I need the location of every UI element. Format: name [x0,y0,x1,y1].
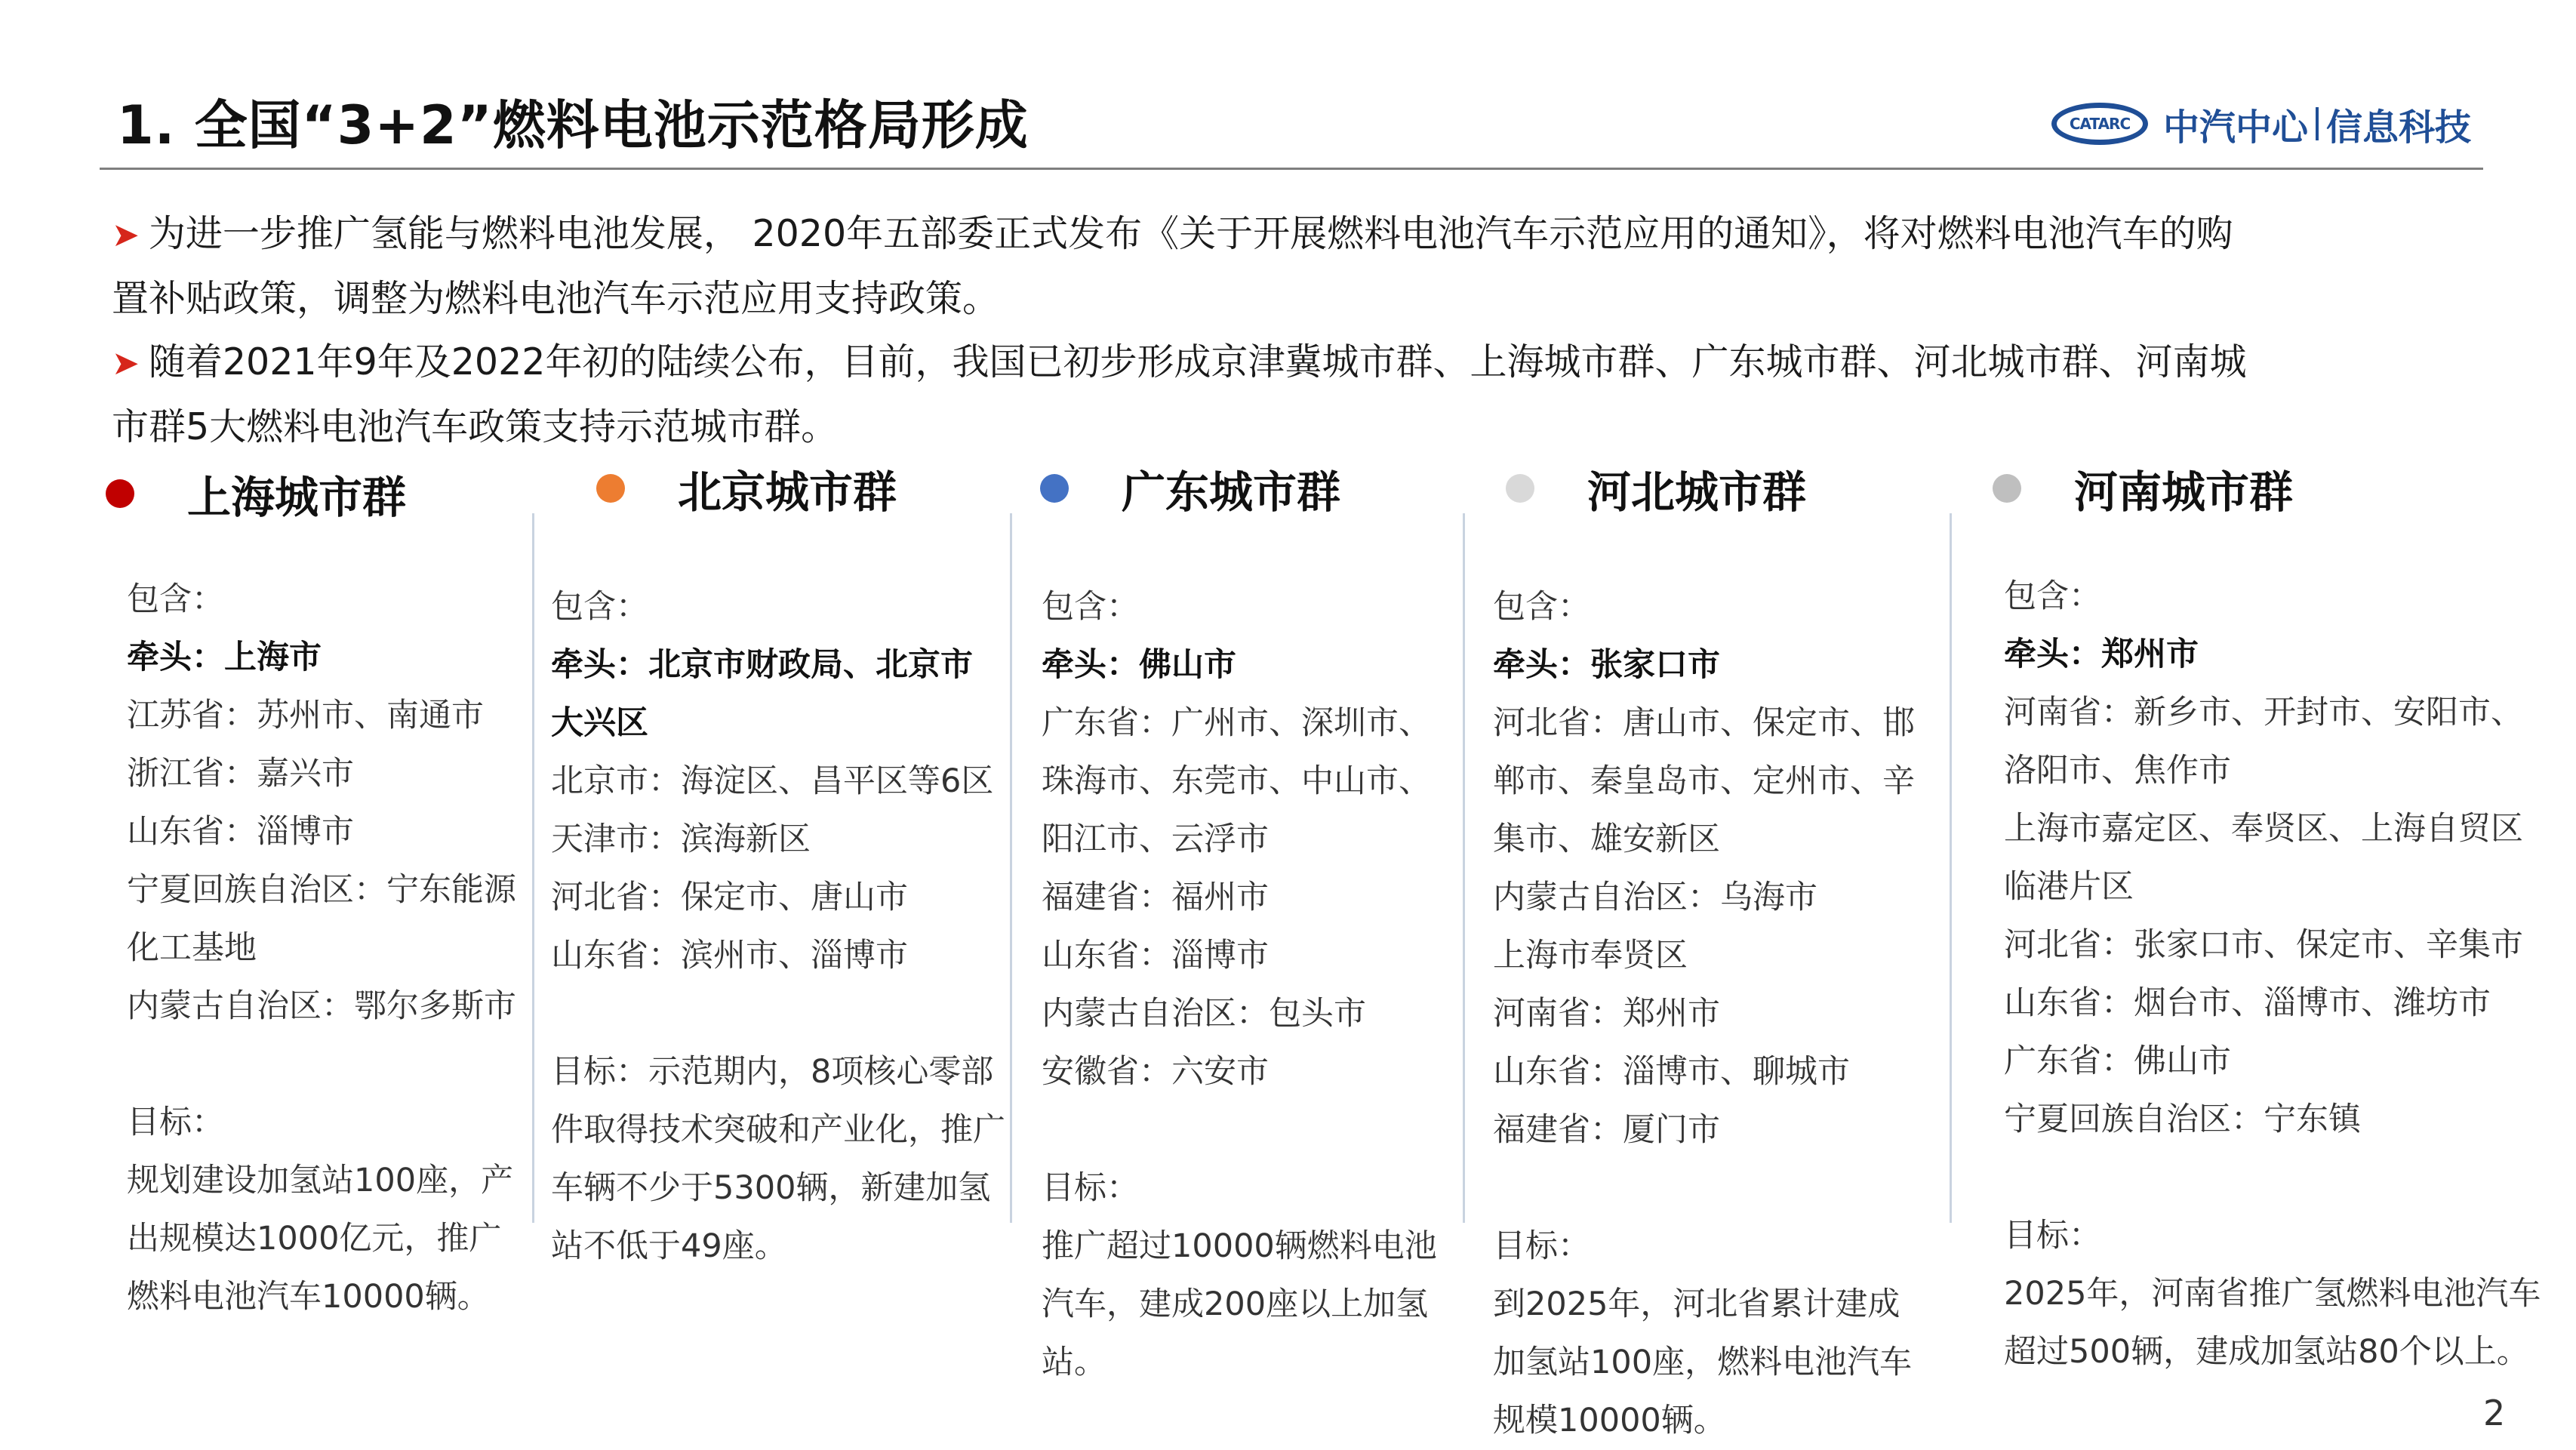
cluster-body-shanghai [127,571,516,1326]
cluster-line: 目标： [1042,1169,1139,1207]
cluster-line: 推广超过10000辆燃料电池 [1042,1227,1437,1265]
cluster-line: 超过500辆，建成加氢站80个以上。 [2004,1333,2529,1371]
cluster-dot-icon [106,479,134,508]
cluster-body-hebei [1493,578,1915,1450]
cluster-dot-icon [1993,474,2021,503]
cluster-line: 规划建设加氢站100座，产 [127,1162,514,1199]
cluster-body-beijing [551,578,1005,1276]
cluster-header-shanghai [106,462,406,525]
cluster-line: 宁夏回族自治区：宁东能源 [127,871,516,909]
intro-line: 市群5大燃料电池汽车政策支持示范城市群。 [112,405,839,448]
cluster-dot-icon [1040,474,1069,503]
column-divider [1463,513,1465,1223]
cluster-line: 包含： [2004,577,2101,615]
cluster-line: 牵头：佛山市 [1042,646,1236,684]
cluster-line: 2025年，河南省推广氢燃料电池汽车 [2004,1275,2541,1313]
cluster-line: 河北省：唐山市、保定市、邯 [1493,704,1915,742]
cluster-line: 阳江市、云浮市 [1042,820,1269,858]
page-title: 1. 全国“3+2”燃料电池示范格局形成 [117,94,1029,156]
cluster-line: 山东省：淄博市 [1042,937,1269,974]
cluster-body-guangdong [1042,578,1437,1392]
cluster-line: 河北省：张家口市、保定市、辛集市 [2004,926,2523,964]
cluster-line: 汽车，建成200座以上加氢 [1042,1285,1429,1323]
spacer [1042,1101,1437,1159]
cluster-line: 山东省：淄博市、聊城市 [1493,1053,1850,1091]
cluster-line: 牵头：上海市 [127,639,322,676]
cluster-line: 洛阳市、焦作市 [2004,752,2231,790]
spacer [2004,1149,2541,1207]
cluster-line: 上海市嘉定区、奉贤区、上海自贸区 [2004,810,2523,848]
cluster-line: 牵头：张家口市 [1493,646,1720,684]
intro-paragraph [112,202,2459,267]
cluster-line: 目标：示范期内，8项核心零部 [551,1053,994,1091]
cluster-title: 河南城市群 [2074,466,2294,518]
cluster-line: 到2025年，河北省累计建成 [1493,1285,1900,1323]
cluster-line: 内蒙古自治区：鄂尔多斯市 [127,987,516,1025]
catarc-logo-icon: CATARC [2051,103,2148,145]
cluster-line: 车辆不少于5300辆，新建加氢 [551,1169,991,1207]
company-logo [2051,97,2471,151]
intro-line: 置补贴政策，调整为燃料电池汽车示范应用支持政策。 [112,277,1000,320]
cluster-line: 包含： [1493,588,1590,626]
cluster-line: 站不低于49座。 [551,1227,787,1265]
cluster-line: 宁夏回族自治区：宁东镇 [2004,1101,2361,1138]
cluster-line: 河北省：保定市、唐山市 [551,879,908,916]
cluster-line: 集市、雄安新区 [1493,820,1720,858]
cluster-line: 郸市、秦皇岛市、定州市、辛 [1493,762,1915,800]
cluster-line: 安徽省：六安市 [1042,1053,1269,1091]
cluster-line: 包含： [127,580,224,618]
column-divider [1010,513,1012,1223]
cluster-header-beijing [596,457,897,520]
cluster-line: 规模10000辆。 [1493,1402,1726,1439]
cluster-line: 包含： [1042,588,1139,626]
cluster-line: 内蒙古自治区：乌海市 [1493,879,1817,916]
cluster-line: 福建省：福州市 [1042,879,1269,916]
cluster-line: 福建省：厦门市 [1493,1111,1720,1149]
cluster-line: 牵头：郑州市 [2004,636,2199,673]
cluster-line: 目标： [1493,1227,1590,1265]
cluster-line: 包含： [551,588,648,626]
cluster-line: 山东省：烟台市、淄博市、潍坊市 [2004,984,2491,1022]
cluster-line: 广东省：佛山市 [2004,1042,2231,1080]
page-number: 2 [2483,1393,2506,1433]
logo-text-right: 信息科技 [2326,106,2472,149]
intro-line: 为进一步推广氢能与燃料电池发展， 2020年五部委正式发布《关于开展燃料电池汽车示范应用的通知》，将对燃料电池汽车的购 [148,212,2233,255]
cluster-line: 山东省：滨州市、淄博市 [551,937,908,974]
logo-text-left: 中汽中心 [2163,106,2309,149]
column-divider [532,513,534,1223]
cluster-line: 江苏省：苏州市、南通市 [127,697,484,734]
cluster-title: 上海城市群 [187,472,407,523]
spacer [1493,1159,1915,1218]
intro-text [112,202,2459,459]
cluster-line: 目标： [127,1104,224,1141]
cluster-line: 牵头：北京市财政局、北京市 [551,646,973,684]
cluster-line: 珠海市、东莞市、中山市、 [1042,762,1431,800]
cluster-line: 燃料电池汽车10000辆。 [127,1278,490,1316]
cluster-line: 浙江省：嘉兴市 [127,755,354,793]
cluster-line: 河南省：郑州市 [1493,995,1720,1033]
cluster-line: 天津市：滨海新区 [551,820,811,858]
spacer [551,985,1005,1043]
cluster-line: 山东省：淄博市 [127,813,354,851]
cluster-line: 河南省：新乡市、开封市、安阳市、 [2004,694,2523,731]
cluster-line: 广东省：广州市、深圳市、 [1042,704,1431,742]
cluster-title: 广东城市群 [1122,466,1341,518]
title-divider [100,168,2483,170]
cluster-line: 站。 [1042,1344,1106,1381]
cluster-dot-icon [596,474,625,503]
logo-separator [2316,107,2319,140]
spacer [127,1036,516,1094]
cluster-header-henan [1993,457,2293,520]
intro-line: 随着2021年9年及2022年初的陆续公布，目前，我国已初步形成京津冀城市群、上海城市群、广东城市群、河北城市群、河南城 [148,340,2247,383]
cluster-dot-icon [1506,474,1534,503]
cluster-header-hebei [1506,457,1806,520]
cluster-line: 加氢站100座，燃料电池汽车 [1493,1344,1913,1381]
column-divider [1950,513,1952,1223]
arrow-right-icon: ➤ [112,344,140,383]
cluster-line: 北京市：海淀区、昌平区等6区 [551,762,994,800]
cluster-line: 目标： [2004,1217,2101,1255]
arrow-right-icon: ➤ [112,216,140,254]
cluster-line: 大兴区 [551,704,648,742]
cluster-title: 北京城市群 [678,466,897,518]
cluster-line: 出规模达1000亿元，推广 [127,1220,502,1258]
intro-paragraph [112,331,2459,396]
cluster-line: 上海市奉贤区 [1493,937,1688,974]
cluster-header-guangdong [1040,457,1340,520]
cluster-line: 件取得技术突破和产业化，推广 [551,1111,1005,1149]
cluster-line: 临港片区 [2004,868,2134,906]
cluster-line: 内蒙古自治区：包头市 [1042,995,1366,1033]
cluster-body-henan [2004,568,2541,1381]
cluster-title: 河北城市群 [1587,466,1807,518]
cluster-line: 化工基地 [127,929,257,967]
